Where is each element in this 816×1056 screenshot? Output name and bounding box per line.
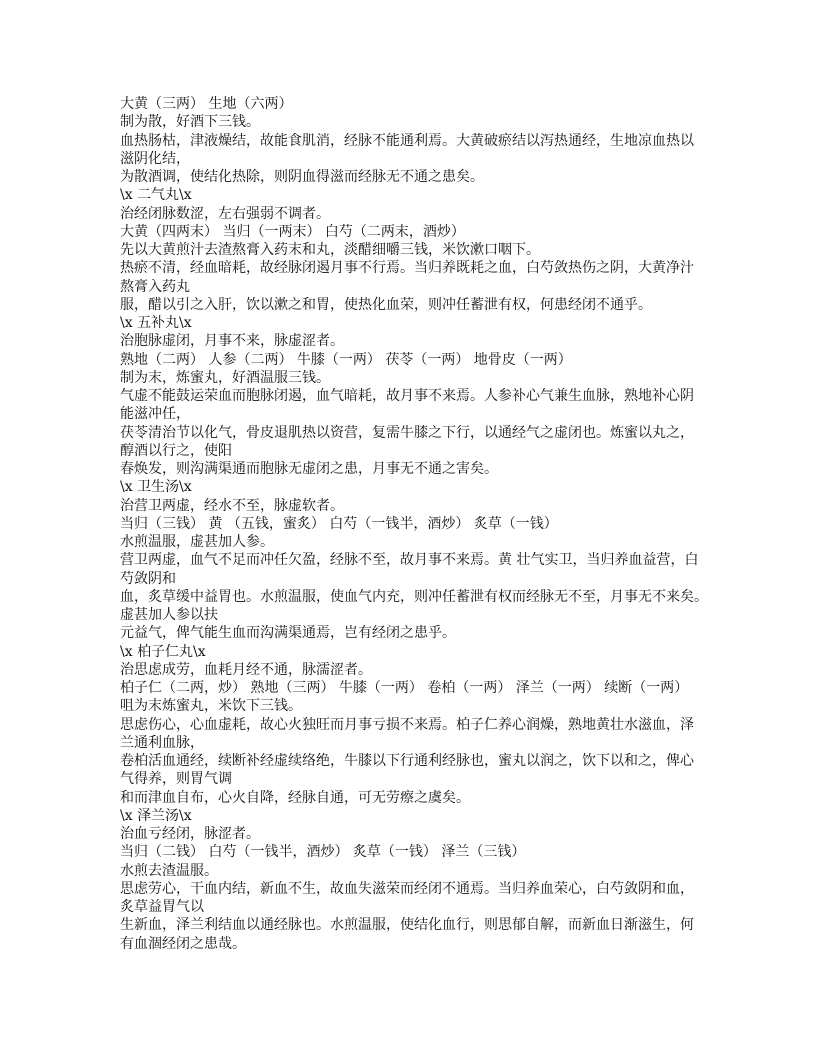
text-line: 先以大黄煎汁去渣熬膏入药末和丸，淡醋细嚼三钱，米饮漱口咽下。 [120,242,540,258]
section-heading: \x 泽兰汤\x [120,807,192,824]
text-line: 为散酒调，使结化热除，则阴血得滋而经脉无不通之患矣。 [120,169,484,185]
text-line: 滋阴化结， [120,150,190,167]
section-heading: \x 柏子仁丸\x [120,643,206,660]
text-line: 虚甚加人参以扶 [120,607,218,623]
text-line: 大黄（三两） 生地（六两） [120,96,293,112]
text-line: 咀为末炼蜜丸，米饮下三钱。 [120,698,302,715]
section-heading: \x 五补丸\x [120,315,192,331]
text-line: 醇酒以行之，使阳 [120,442,232,459]
text-line: 有血涸经闭之患哉。 [120,935,246,952]
text-line: 熟地（二两） 人参（二两） 牛膝（一两） 茯苓（一两） 地骨皮（一两） [120,351,572,368]
text-line: 水煎温服，虚甚加人参。 [120,534,274,550]
text-line: 治营卫两虚，经水不至，脉虚软者。 [120,497,344,514]
text-line: 兰通利血脉， [120,734,204,751]
text-line: 治经闭脉数涩，左右强弱不调者。 [120,205,330,222]
text-line: 炙草益胃气以 [120,899,204,915]
text-line: 春焕发，则沟满渠通而胞脉无虚闭之患，月事无不通之害矣。 [120,461,498,477]
text-line: 血，炙草缓中益胃也。水煎温服，使血气内充，则冲任蓄泄有权而经脉无不至，月事无不来矣。 [120,588,708,605]
text-line: 血热肠枯，津液燥结，故能食肌消，经脉不能通利焉。大黄破瘀结以泻热通经，生地凉血热以 [120,132,694,149]
text-line: 生新血，泽兰利结血以通经脉也。水煎温服，使结化血行，则思郁自解，而新血日渐滋生，何 [120,917,694,934]
text-line: 服，醋以引之入肝，饮以漱之和胃，使热化血荣，则冲任蓄泄有权，何患经闭不通乎。 [120,296,652,313]
text-line: 能滋冲任， [120,406,190,423]
text-line: 芍敛阴和 [120,570,176,587]
text-line: 热瘀不清，经血暗耗，故经脉闭遏月事不行焉。当归养既耗之血，白芍敛热伤之阴，大黄净汁 [120,260,694,277]
text-line: 治血亏经闭，脉涩者。 [120,826,260,842]
text-line: 当归（三钱） 黄 （五钱，蜜炙） 白芍（一钱半，酒炒） 炙草（一钱） [120,515,558,532]
text-line: 制为末，炼蜜丸，好酒温服三钱。 [120,369,330,386]
section-heading: \x 卫生汤\x [120,479,192,496]
text-line: 大黄（四两末） 当归（一两末） 白芍（二两末，酒炒） [120,223,465,240]
text-line: 卷柏活血通经，续断补经虚续络绝，牛膝以下行通利经脉也，蜜丸以润之，饮下以和之，俾心 [120,753,694,769]
text-line: 思虑伤心，心血虚耗，故心火独旺而月事亏损不来焉。柏子仁养心润燥，熟地黄壮水滋血，泽 [120,716,694,733]
text-line: 制为散，好酒下三钱。 [120,114,260,131]
document-body [120,95,720,953]
text-line: 治思虑成劳，血耗月经不通，脉濡涩者。 [120,661,372,678]
text-line: 柏子仁（二两，炒） 熟地（三两） 牛膝（一两） 卷柏（一两） 泽兰（一两） 续断（一两） [120,680,689,696]
text-line: 营卫两虚，血气不足而冲任欠盈，经脉不至，故月事不来焉。黄 壮气实卫，当归养血益营，白 [120,552,699,569]
text-line: 气虚不能鼓运荣血而胞脉闭遏，血气暗耗，故月事不来焉。人参补心气兼生血脉，熟地补心阴 [120,388,694,404]
text-line: 水煎去渣温服。 [120,862,218,879]
section-heading: \x 二气丸\x [120,187,192,204]
text-line: 茯苓清治节以化气，骨皮退肌热以资营，复需牛膝之下行，以通经气之虚闭也。炼蜜以丸之， [120,424,694,441]
text-line: 气得养，则胃气调 [120,771,232,788]
text-line: 当归（二钱） 白芍（一钱半，酒炒） 炙草（一钱） 泽兰（三钱） [120,844,526,861]
text-line: 治胞脉虚闭，月事不来，脉虚涩者。 [120,333,344,350]
text-line: 元益气，俾气能生血而沟满渠通焉，岂有经闭之患乎。 [120,625,456,642]
text-line: 和而津血自布，心火自降，经脉自通，可无劳瘵之虞矣。 [120,789,470,806]
text-line: 思虑劳心，干血内结，新血不生，故血失滋荣而经闭不通焉。当归养血荣心，白芍敛阴和血， [120,880,694,897]
text-line: 熬膏入药丸 [120,278,190,295]
